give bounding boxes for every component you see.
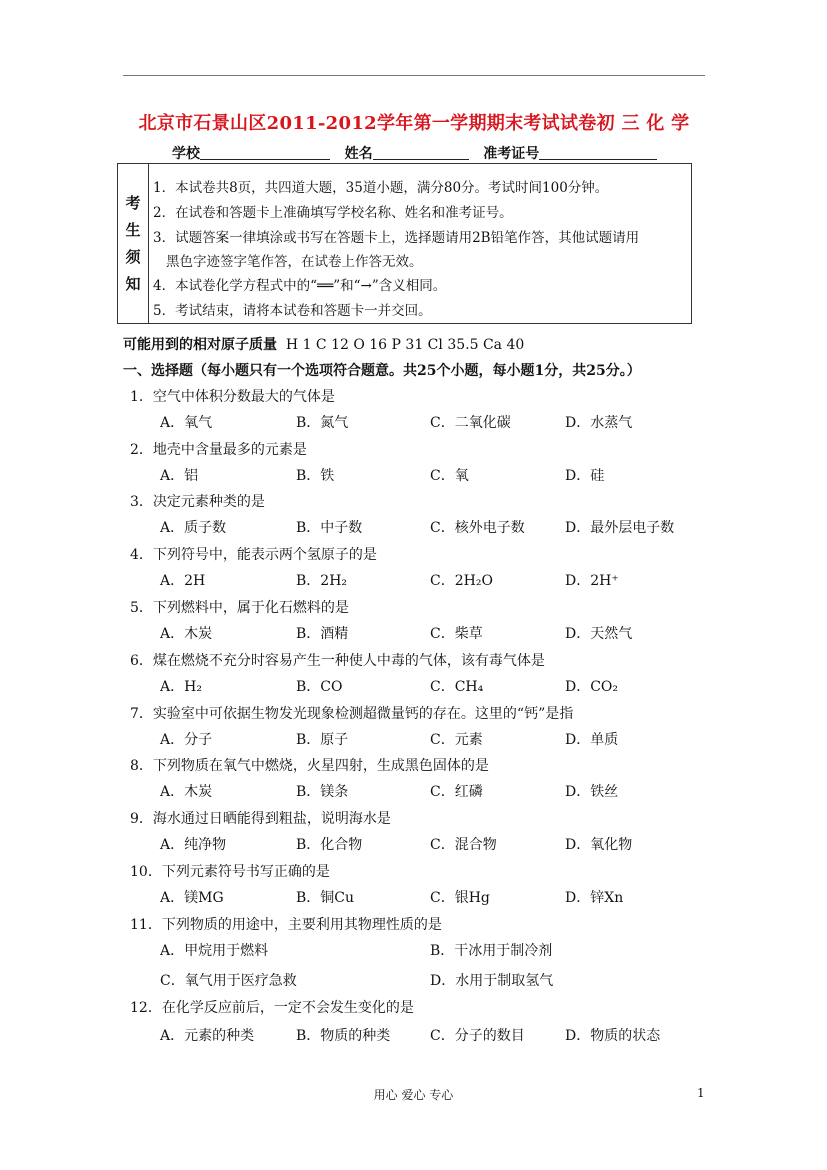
answer-option[interactable]: D．物质的状态 — [565, 1028, 661, 1044]
atomic-mass-line — [123, 334, 524, 354]
answer-option[interactable]: A．2H — [160, 573, 206, 589]
question-stem: 11．下列物质的用途中，主要利用其物理性质的是 — [130, 917, 442, 933]
answer-option[interactable]: A．镁MG — [160, 890, 224, 906]
name-blank[interactable] — [373, 145, 469, 160]
answer-option[interactable]: C．分子的数目 — [430, 1028, 525, 1044]
answer-option[interactable]: C．CH₄ — [430, 679, 484, 695]
notice-line: 3．试题答案一律填涂或书写在答题卡上，选择题请用2B铅笔作答，其他试题请用 — [153, 230, 640, 246]
answer-option[interactable]: A．铝 — [160, 468, 199, 484]
question-stem: 3．决定元素种类的是 — [130, 494, 265, 510]
answer-option[interactable]: C．氧 — [430, 468, 469, 484]
answer-option[interactable]: D．水蒸气 — [565, 415, 633, 431]
question-stem: 5．下列燃料中，属于化石燃料的是 — [130, 600, 349, 616]
answer-option[interactable]: A．甲烷用于燃料 — [160, 943, 269, 959]
answer-option[interactable]: C．红磷 — [430, 784, 483, 800]
school-label: 学校 — [172, 146, 200, 162]
answer-option[interactable]: D．单质 — [565, 732, 619, 748]
answer-option[interactable]: D．天然气 — [565, 626, 633, 642]
answer-option[interactable]: A．质子数 — [160, 520, 227, 536]
answer-option[interactable]: D．硅 — [565, 468, 605, 484]
answer-option[interactable]: D．2H⁺ — [565, 573, 619, 589]
answer-option[interactable]: B．2H₂ — [296, 573, 348, 589]
name-label: 姓名 — [344, 146, 373, 162]
answer-option[interactable]: C．核外电子数 — [430, 520, 525, 536]
answer-option[interactable]: A．纯净物 — [160, 837, 227, 853]
question-stem: 4．下列符号中，能表示两个氢原子的是 — [130, 547, 377, 563]
page-title: 北京市石景山区2011-2012学年第一学期期末考试试卷初 三 化 学 — [138, 113, 690, 134]
answer-option[interactable]: A．氧气 — [160, 415, 213, 431]
page-footer: 用心 爱心 专心 — [373, 1088, 454, 1102]
question-stem: 12．在化学反应前后，一定不会发生变化的是 — [130, 1000, 414, 1016]
question-stem: 2．地壳中含量最多的元素是 — [130, 442, 307, 458]
answer-option[interactable]: A．分子 — [160, 732, 213, 748]
answer-option[interactable]: B．干冰用于制冷剂 — [430, 943, 553, 959]
answer-option[interactable]: A．木炭 — [160, 626, 213, 642]
notice-line: 4．本试卷化学方程式中的“══”和“→”含义相同。 — [153, 278, 447, 294]
notice-line: 5．考试结束，请将本试卷和答题卡一并交回。 — [153, 303, 432, 319]
question-stem: 1．空气中体积分数最大的气体是 — [130, 389, 335, 405]
question-stem: 8．下列物质在氧气中燃烧，火星四射，生成黑色固体的是 — [130, 758, 489, 774]
notice-side-char: 知 — [125, 275, 141, 293]
answer-option[interactable]: D．CO₂ — [565, 679, 619, 695]
answer-option[interactable]: D．水用于制取氢气 — [430, 973, 554, 989]
notice-line: 1．本试卷共8页，共四道大题，35道小题，满分80分。考试时间100分钟。 — [153, 180, 609, 196]
question-stem: 7．实验室中可依据生物发光现象检测超微量钙的存在。这里的“钙”是指 — [130, 706, 574, 722]
notice-side-char: 生 — [125, 221, 141, 239]
question-stem: 10．下列元素符号书写正确的是 — [130, 864, 330, 880]
page-number: 1 — [697, 1086, 705, 1100]
exam-notice-box — [117, 163, 692, 324]
question-stem: 9．海水通过日晒能得到粗盐，说明海水是 — [130, 811, 391, 827]
answer-option[interactable]: C．混合物 — [430, 837, 497, 853]
notice-line: 2．在试卷和答题卡上准确填写学校名称、姓名和准考证号。 — [153, 205, 513, 221]
exam-id-label: 准考证号 — [483, 146, 540, 162]
notice-line: 黑色字迹签字笔作答，在试卷上作答无效。 — [166, 254, 423, 270]
notice-side-char: 考 — [125, 194, 141, 212]
answer-option[interactable]: B．酒精 — [296, 626, 349, 642]
notice-side-char: 须 — [125, 248, 141, 266]
section-title: 一、选择题（每小题只有一个选项符合题意。共25个小题，每小题1分，共25分。） — [123, 363, 641, 379]
answer-option[interactable]: D．最外层电子数 — [565, 520, 675, 536]
question-stem: 6．煤在燃烧不充分时容易产生一种使人中毒的气体，该有毒气体是 — [130, 653, 545, 669]
answer-option[interactable]: B．化合物 — [296, 837, 363, 853]
answer-option[interactable]: A．H₂ — [160, 679, 202, 695]
student-info-line — [172, 143, 657, 163]
answer-option[interactable]: C．柴草 — [430, 626, 483, 642]
answer-option[interactable]: B．原子 — [296, 732, 349, 748]
answer-option[interactable]: B．物质的种类 — [296, 1028, 391, 1044]
answer-option[interactable]: D．铁丝 — [565, 784, 619, 800]
notice-side-label — [118, 164, 149, 323]
answer-option[interactable]: C．2H₂O — [430, 573, 493, 589]
answer-option[interactable]: B．CO — [296, 679, 343, 695]
answer-option[interactable]: B．铜Cu — [296, 890, 355, 906]
atomic-mass-label: 可能用到的相对原子质量 — [123, 337, 277, 353]
atomic-mass-values: H 1 C 12 O 16 P 31 Cl 35.5 Ca 40 — [285, 337, 525, 353]
answer-option[interactable]: C．氧气用于医疗急救 — [160, 973, 297, 989]
answer-option[interactable]: D．氧化物 — [565, 837, 633, 853]
answer-option[interactable]: A．元素的种类 — [160, 1028, 255, 1044]
answer-option[interactable]: B．中子数 — [296, 520, 363, 536]
exam-id-blank[interactable] — [539, 145, 657, 160]
answer-option[interactable]: B．氮气 — [296, 415, 349, 431]
answer-option[interactable]: C．元素 — [430, 732, 483, 748]
answer-option[interactable]: A．木炭 — [160, 784, 213, 800]
answer-option[interactable]: D．锌Xn — [565, 890, 624, 906]
answer-option[interactable]: B．铁 — [296, 468, 335, 484]
answer-option[interactable]: C．二氧化碳 — [430, 415, 511, 431]
school-blank[interactable] — [200, 145, 330, 160]
answer-option[interactable]: B．镁条 — [296, 784, 349, 800]
answer-option[interactable]: C．银Hg — [430, 890, 490, 906]
header-rule — [123, 75, 705, 76]
